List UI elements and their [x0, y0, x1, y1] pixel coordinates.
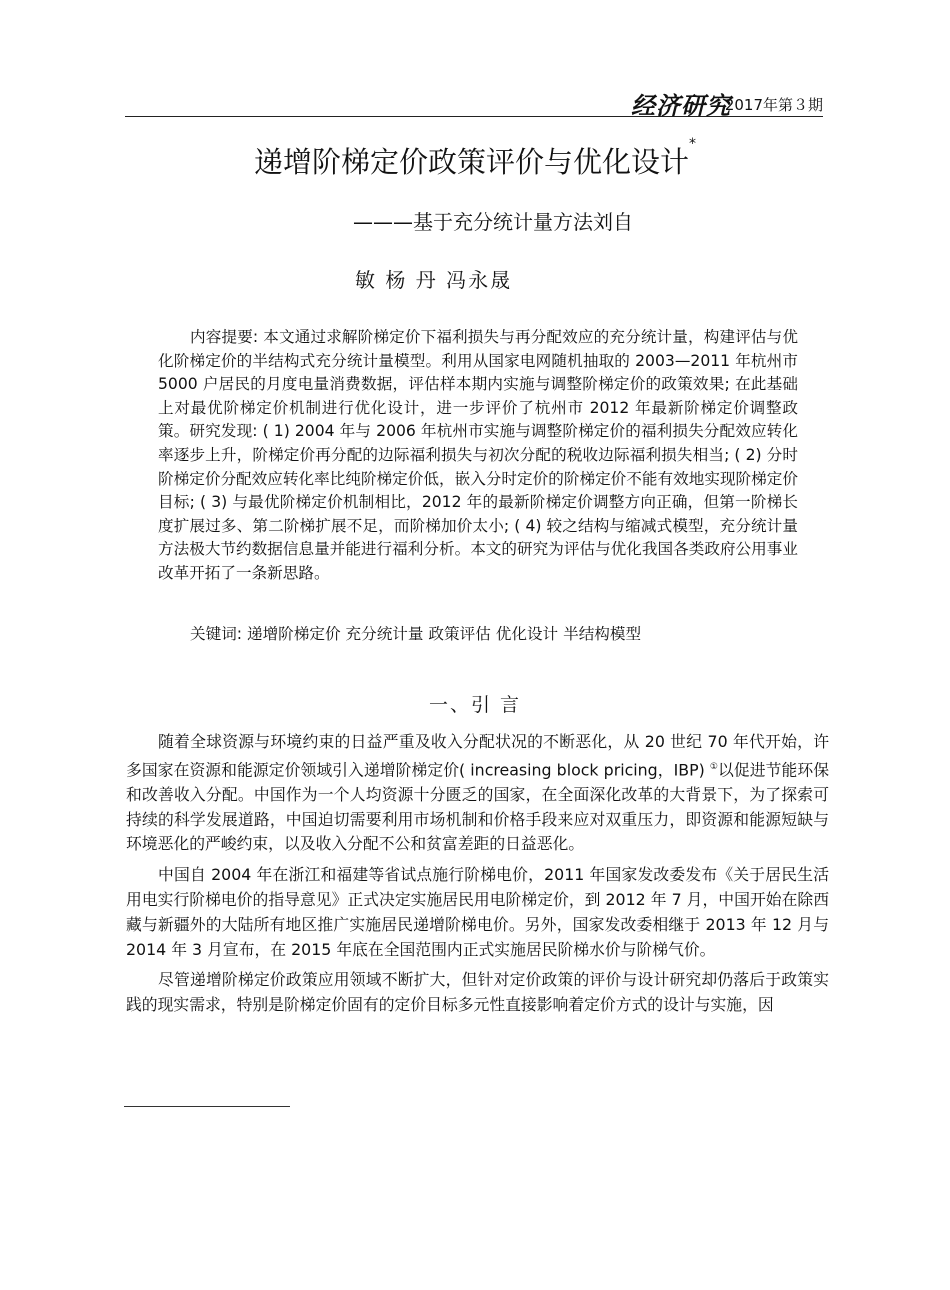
body-text [126, 730, 829, 1024]
section-heading-introduction: 一、引 言 [428, 694, 522, 716]
abstract: 内容提要: 本文通过求解阶梯定价下福利损失与再分配效应的充分统计量，构建评估与优化阶梯定价的半结构式充分统计量模型。利用从国家电网随机抽取的 2003—2011 年杭州市 5000 户居民的月度电量消费数据，评估样本期内实施与调整阶梯定价的政策效果; 在此基础上对最优阶梯定价机制进行优化设计，进一步评价了杭州市 2012 年最新阶梯定价调整政策。研究发现: ( 1) 2004 年与 2006 年杭州市实施与调整阶梯定价的福利损失分配效应转化率逐步上升，阶梯定价再分配的边际福利损失与初次分配的税收边际福利损失相当; ( 2) 分时阶梯定价分配效应转化率比纯阶梯定价低，嵌入分时定价的阶梯定价不能有效地实现阶梯定价目标; ( 3) 与最优阶梯定价机制相比，2012 年的最新阶梯定价调整方向正确，但第一阶梯长度扩展过多、第二阶梯扩展不足，而阶梯加价太小; ( 4) 较之结构与缩减式模型，充分统计量方法极大节约数据信息量并能进行福利分析。本文的研究为评估与优化我国各类政府公用事业改革开拓了一条新思路。 [158, 328, 798, 582]
paragraph-3: 尽管递增阶梯定价政策应用领域不断扩大，但针对定价政策的评价与设计研究却仍落后于政策实践的现实需求，特别是阶梯定价固有的定价目标多元性直接影响着定价方式的设计与实施，因 [126, 970, 829, 1015]
authors: 敏 杨 丹 冯永晟 [355, 268, 513, 292]
journal-logo: 经济研究 [631, 91, 731, 120]
footnote-marker[interactable]: ① [709, 761, 719, 772]
paper-title-text: 递增阶梯定价政策评价与优化设计 [253, 145, 689, 179]
paragraph-1-part-b: 以促进节能环保和改善收入分配。中国作为一个人均资源十分匮乏的国家，在全面深化改革的大背景下，为了探索可持续的科学发展道路，中国迫切需要利用市场机制和价格手段来应对双重压力，即资源和能源短缺与环境恶化的严峻约束，以及收入分配不公和贫富差距的日益恶化。 [126, 760, 829, 854]
paragraph-1 [126, 730, 829, 857]
paragraph-2: 中国自 2004 年在浙江和福建等省试点施行阶梯电价，2011 年国家发改委发布《关于居民生活用电实行阶梯电价的指导意见》正式决定实施居民用电阶梯定价，到 2012 年 7 月，中国开始在除西藏与新疆外的大陆所有地区推广实施居民递增阶梯电价。另外，国家发改委相继于 2013 年 12 月与 2014 年 3 月宣布，在 2015 年底在全国范围内正式实施居民阶梯水价与阶梯气价。 [126, 865, 829, 959]
running-header [125, 86, 823, 120]
footnote-divider [124, 1106, 290, 1107]
title-footnote-mark: * [689, 136, 696, 152]
issue-number: 2017年第３期 [724, 96, 823, 114]
paper-subtitle: ———基于充分统计量方法刘自 [353, 210, 633, 234]
keywords: 关键词: 递增阶梯定价 充分统计量 政策评估 优化设计 半结构模型 [190, 625, 642, 643]
paragraph-1-part-a: 随着全球资源与环境约束的日益严重及收入分配状况的不断恶化，从 20 世纪 70 年代开始，许多国家在资源和能源定价领域引入递增阶梯定价( increasing block pricing，IBP) [126, 732, 829, 780]
paper-title [0, 136, 950, 181]
